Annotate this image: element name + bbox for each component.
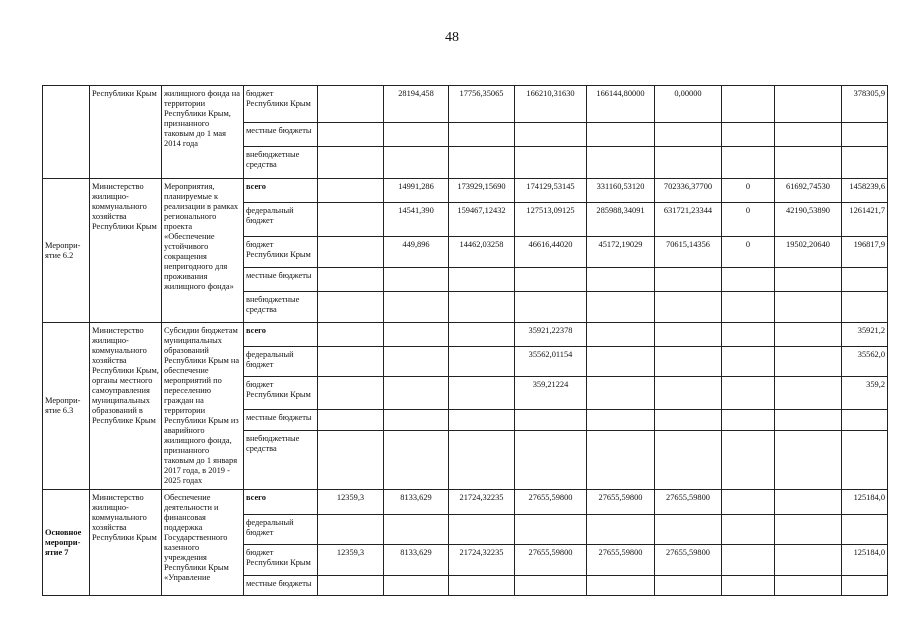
value-cell [449,292,515,323]
value-cell [318,515,384,545]
funding-source: внебюджетные средства [244,147,318,179]
value-cell [515,576,587,596]
total-cell: 125184,0 [842,490,888,515]
value-cell [515,515,587,545]
funding-source: всего [244,490,318,515]
value-cell [587,515,655,545]
value-cell [449,347,515,377]
value-cell [587,123,655,147]
value-cell [775,347,842,377]
value-cell [515,268,587,292]
value-cell [775,147,842,179]
executor-cell: Министерство жилищно-коммунального хозяйства Республики Крым [90,490,162,596]
value-cell [449,323,515,347]
value-cell [655,292,722,323]
total-cell [842,292,888,323]
table-row [43,490,888,515]
value-cell: 174129,53145 [515,179,587,203]
activity-name [43,490,90,596]
value-cell: 19502,20640 [775,237,842,268]
value-cell [318,123,384,147]
funding-source: федеральный бюджет [244,347,318,377]
value-cell [384,576,449,596]
total-cell: 196817,9 [842,237,888,268]
value-cell [384,123,449,147]
value-cell: 127513,09125 [515,203,587,237]
value-cell: 449,896 [384,237,449,268]
value-cell [655,576,722,596]
funding-source: федеральный бюджет [244,203,318,237]
value-cell [587,409,655,430]
value-cell [318,347,384,377]
value-cell [775,268,842,292]
total-cell [842,576,888,596]
description-cell: Обеспечение деятельности и финансовая поддержка Государственного казенного учреждения Республики Крым «Управление [162,490,244,596]
value-cell: 35562,01154 [515,347,587,377]
value-cell [587,323,655,347]
value-cell [775,490,842,515]
funding-source: бюджет Республики Крым [244,237,318,268]
funding-source: местные бюджеты [244,409,318,430]
value-cell [384,409,449,430]
value-cell: 159467,12432 [449,203,515,237]
value-cell: 8133,629 [384,545,449,576]
value-cell: 359,21224 [515,377,587,409]
value-cell [384,268,449,292]
value-cell [722,576,775,596]
table-row [43,179,888,203]
activity-name: Меропри-ятие 6.2 [43,179,90,323]
value-cell [318,203,384,237]
value-cell: 46616,44020 [515,237,587,268]
funding-source: местные бюджеты [244,123,318,147]
table-body [43,86,888,596]
value-cell [722,409,775,430]
total-cell [842,430,888,489]
funding-source: внебюджетные средства [244,292,318,323]
value-cell [722,430,775,489]
value-cell: 70615,14356 [655,237,722,268]
value-cell [655,515,722,545]
value-cell: 173929,15690 [449,179,515,203]
value-cell: 0 [722,237,775,268]
description-cell: жилищного фонда на территории Республики Крым, признанного таковым до 1 мая 2014 года [162,86,244,179]
value-cell [515,123,587,147]
value-cell: 0 [722,179,775,203]
value-cell [318,576,384,596]
value-cell [775,86,842,123]
total-cell: 359,2 [842,377,888,409]
value-cell: 0,00000 [655,86,722,123]
value-cell [384,147,449,179]
total-cell: 35921,2 [842,323,888,347]
funding-source: всего [244,323,318,347]
total-cell [842,268,888,292]
total-cell [842,123,888,147]
value-cell [775,292,842,323]
value-cell: 27655,59800 [587,545,655,576]
value-cell [587,377,655,409]
value-cell: 35921,22378 [515,323,587,347]
executor-cell: Министерство жилищно-коммунального хозяйства Республики Крым [90,179,162,323]
value-cell [775,409,842,430]
value-cell: 8133,629 [384,490,449,515]
funding-source: бюджет Республики Крым [244,86,318,123]
value-cell [775,323,842,347]
total-cell: 1261421,7 [842,203,888,237]
value-cell: 27655,59800 [587,490,655,515]
value-cell [587,430,655,489]
value-cell [318,147,384,179]
value-cell [318,430,384,489]
value-cell [722,123,775,147]
funding-source: бюджет Республики Крым [244,545,318,576]
funding-source: федеральный бюджет [244,515,318,545]
value-cell: 331160,53120 [587,179,655,203]
value-cell [722,147,775,179]
funding-source: бюджет Республики Крым [244,377,318,409]
value-cell [775,123,842,147]
value-cell [587,147,655,179]
value-cell [318,323,384,347]
value-cell [587,347,655,377]
value-cell [722,515,775,545]
value-cell: 702336,37700 [655,179,722,203]
value-cell: 12359,3 [318,490,384,515]
value-cell [515,409,587,430]
value-cell: 21724,32235 [449,490,515,515]
page-number: 48 [445,30,459,45]
value-cell [775,545,842,576]
value-cell [655,430,722,489]
value-cell [384,292,449,323]
total-cell [842,409,888,430]
value-cell [587,292,655,323]
value-cell [449,123,515,147]
total-cell [842,147,888,179]
table-row [43,86,888,123]
value-cell [318,409,384,430]
value-cell: 14462,03258 [449,237,515,268]
value-cell: 17756,35065 [449,86,515,123]
value-cell: 27655,59800 [515,490,587,515]
value-cell [722,86,775,123]
value-cell [449,515,515,545]
value-cell [515,147,587,179]
value-cell [655,147,722,179]
funding-source: местные бюджеты [244,268,318,292]
value-cell [722,292,775,323]
value-cell [384,323,449,347]
value-cell [384,347,449,377]
executor-cell: Республики Крым [90,86,162,179]
total-cell [842,515,888,545]
value-cell [775,576,842,596]
value-cell [384,515,449,545]
value-cell: 27655,59800 [655,545,722,576]
activity-name-text: Основное меропри-ятие 7 [45,527,82,557]
value-cell [655,409,722,430]
value-cell [722,347,775,377]
value-cell: 61692,74530 [775,179,842,203]
value-cell [655,268,722,292]
value-cell [722,268,775,292]
budget-table [42,85,888,596]
total-cell: 35562,0 [842,347,888,377]
value-cell: 12359,3 [318,545,384,576]
funding-source: местные бюджеты [244,576,318,596]
value-cell [655,347,722,377]
value-cell [318,179,384,203]
value-cell [655,123,722,147]
value-cell [449,377,515,409]
table-row [43,323,888,347]
value-cell [722,490,775,515]
activity-name: Меропри-ятие 6.3 [43,323,90,490]
funding-source: всего [244,179,318,203]
value-cell [722,545,775,576]
value-cell [722,377,775,409]
value-cell [449,576,515,596]
value-cell: 166210,31630 [515,86,587,123]
value-cell [318,86,384,123]
value-cell: 42190,53890 [775,203,842,237]
activity-name [43,86,90,179]
value-cell [775,377,842,409]
value-cell [318,237,384,268]
value-cell: 285988,34091 [587,203,655,237]
value-cell [775,515,842,545]
value-cell [587,268,655,292]
value-cell: 631721,23344 [655,203,722,237]
value-cell: 27655,59800 [515,545,587,576]
value-cell [515,292,587,323]
value-cell [775,430,842,489]
total-cell: 1458239,6 [842,179,888,203]
value-cell [515,430,587,489]
value-cell: 45172,19029 [587,237,655,268]
value-cell [384,430,449,489]
value-cell: 28194,458 [384,86,449,123]
value-cell [449,147,515,179]
value-cell [449,268,515,292]
value-cell [449,409,515,430]
description-cell: Субсидии бюджетам муниципальных образований Республики Крым на обеспечение мероприятий по переселению граждан на территории Республики Крым из аварийного жилищного фонда, признанного таковым до 1 января 2017 года, в 2019 - 2025 годах [162,323,244,490]
value-cell [655,377,722,409]
value-cell [587,576,655,596]
value-cell: 27655,59800 [655,490,722,515]
value-cell [318,292,384,323]
value-cell: 14541,390 [384,203,449,237]
value-cell: 21724,32235 [449,545,515,576]
value-cell [318,377,384,409]
value-cell: 0 [722,203,775,237]
total-cell: 125184,0 [842,545,888,576]
value-cell [318,268,384,292]
value-cell: 14991,286 [384,179,449,203]
value-cell [722,323,775,347]
executor-cell: Министерство жилищно-коммунального хозяйства Республики Крым, органы местного самоуправления муниципальных образований в Республике Крым [90,323,162,490]
value-cell [449,430,515,489]
value-cell: 166144,80000 [587,86,655,123]
value-cell [655,323,722,347]
total-cell: 378305,9 [842,86,888,123]
description-cell: Мероприятия, планируемые к реализации в рамках регионального проекта «Обеспечение устойчивого сокращения непригодного для проживания жилищного фонда» [162,179,244,323]
value-cell [384,377,449,409]
funding-source: внебюджетные средства [244,430,318,489]
